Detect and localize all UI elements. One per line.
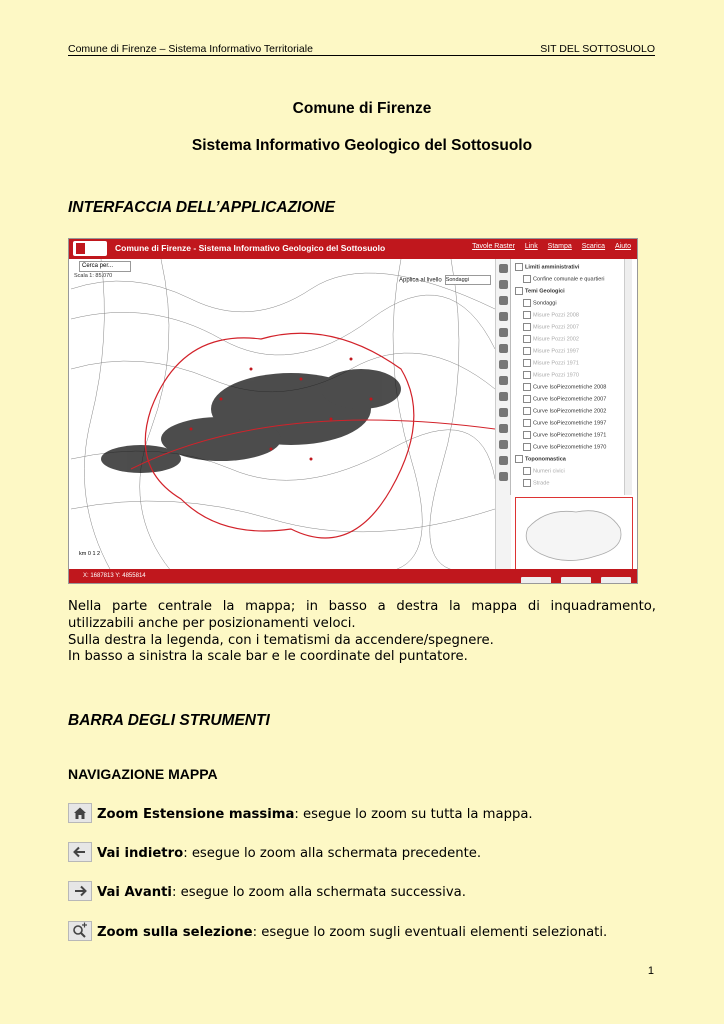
tool-desc-forward: : esegue lo zoom alla schermata successiva. [171,885,466,900]
legend-item [523,359,579,367]
description-paragraph [68,599,656,666]
legend-label: Misure Pozzi 1997 [533,348,580,355]
menu-link: Link [524,243,538,250]
tool-desc-zoom-max: : esegue lo zoom su tutta la mappa. [294,807,533,822]
legend-item [523,347,579,355]
tool-row-zoom-max [68,803,588,825]
legend-label: Curve IsoPiezometriche 1997 [533,420,607,427]
arrow-left-icon [68,842,92,862]
legend-checkbox [523,431,531,439]
legend-label: Confine comunale e quartieri [533,276,605,283]
pointer-coordinates: X: 1687813 Y: 4855814 [83,573,146,579]
legend-label: Sondaggi [533,300,557,307]
legend-item [515,287,565,295]
legend-checkbox [523,467,531,475]
legend-label: Misure Pozzi 2007 [533,324,580,331]
legend-checkbox [523,299,531,307]
page-number: 1 [647,965,654,977]
menu-aiuto: Aiuto [615,243,631,250]
legend-item [523,431,606,439]
app-screenshot [68,238,638,584]
legend-item [523,335,579,343]
legend-checkbox [523,359,531,367]
home-icon [68,803,92,823]
legend-item [523,323,579,331]
legend-label: Misure Pozzi 1970 [533,372,580,379]
overview-map [515,497,633,573]
legend-panel [510,259,632,495]
legend-scrollbar [624,259,632,495]
toolbar-column [495,259,511,571]
legend-item [523,275,605,283]
legend-label: Curve IsoPiezometriche 2002 [533,408,607,415]
doc-title: Comune di Firenze [292,100,432,117]
legend-label: Temi Geologici [525,288,565,295]
legend-item [523,311,579,319]
zoom-selection-icon [68,921,92,941]
tool-name-back: Vai indietro [97,846,184,861]
menu-tavole-raster: Tavole Raster [472,243,515,250]
applica-select: Sondaggi [445,275,491,285]
legend-checkbox [523,347,531,355]
legend-label: Numeri civici [533,468,565,475]
para-line-4: In basso a sinistra la scale bar e le coordinate del puntatore. [68,649,468,665]
legend-label: Limiti amministrativi [525,264,580,271]
legend-label: Curve IsoPiezometriche 1971 [533,432,607,439]
legend-label: Strade [533,480,550,487]
tool-desc-zoom-selection: : esegue lo zoom sugli eventuali elementi selezionati. [252,925,608,940]
scale-readout: Scala 1: 85.070 [74,273,113,279]
legend-checkbox [515,263,523,271]
section-heading-barra: BARRA DEGLI STRUMENTI [68,712,270,729]
legend-item [523,395,606,403]
legend-checkbox [523,407,531,415]
applica-livello: Applica al livello Sondaggi [399,275,491,285]
app-title-bar [69,239,637,259]
para-line-2: utilizzabili anche per posizionamenti veloci. [68,615,356,631]
tool-desc-back: : esegue lo zoom alla schermata precedente. [183,846,482,861]
tool-name-forward: Vai Avanti [97,885,172,900]
legend-item [523,383,606,391]
legend-item [515,455,566,463]
legend-label: Misure Pozzi 1971 [533,360,580,367]
menu-scarica: Scarica [581,243,606,250]
legend-checkbox [523,335,531,343]
firenze-logo [73,241,107,256]
para-line-1: Nella parte centrale la mappa; in basso a destra la mappa di inquadramento, [68,599,656,614]
legend-checkbox [515,287,523,295]
legend-checkbox [523,311,531,319]
legend-item [523,407,606,415]
legend-item [523,299,557,307]
arrow-right-icon [68,881,92,901]
menu-stampa: Stampa [547,243,572,250]
legend-label: Curve IsoPiezometriche 2008 [533,384,607,391]
page-header [68,43,655,56]
legend-item [523,443,606,451]
legend-item [515,263,579,271]
map-drawing [71,259,495,571]
legend-item [523,419,606,427]
legend-item [523,479,549,487]
legend-checkbox [523,383,531,391]
app-menu [464,243,631,250]
header-right: SIT DEL SOTTOSUOLO [540,43,655,55]
legend-checkbox [523,371,531,379]
legend-checkbox [523,479,531,487]
legend-checkbox [523,419,531,427]
tool-row-back [68,842,588,864]
search-select: Cerca per... [79,261,131,272]
app-title: Comune di Firenze - Sistema Informativo Geologico del Sottosuolo [115,243,386,253]
legend-item [523,371,579,379]
tool-name-zoom-selection: Zoom sulla selezione [97,925,253,940]
legend-item [523,467,565,475]
section-heading-interfaccia: INTERFACCIA DELL’APPLICAZIONE [68,199,335,216]
legend-label: Curve IsoPiezometriche 1970 [533,444,607,451]
tool-row-forward [68,881,588,903]
scale-bar: km 0 1 2 [79,551,101,557]
tool-row-zoom-selection [68,921,628,943]
legend-checkbox [515,455,523,463]
status-bar [69,569,637,584]
doc-subtitle: Sistema Informativo Geologico del Sottosuolo [191,137,533,154]
tool-name-zoom-max: Zoom Estensione massima [97,807,295,822]
legend-checkbox [523,275,531,283]
legend-checkbox [523,395,531,403]
legend-label: Toponomastica [525,456,566,463]
legend-checkbox [523,323,531,331]
legend-label: Misure Pozzi 2002 [533,336,580,343]
legend-label: Misure Pozzi 2008 [533,312,580,319]
header-left: Comune di Firenze – Sistema Informativo Territoriale [68,43,313,55]
map-area [71,259,495,571]
subsection-heading-navigazione: NAVIGAZIONE MAPPA [68,766,218,782]
legend-label: Curve IsoPiezometriche 2007 [533,396,607,403]
para-line-3: Sulla destra la legenda, con i tematismi da accendere/spegnere. [68,632,494,648]
legend-checkbox [523,443,531,451]
